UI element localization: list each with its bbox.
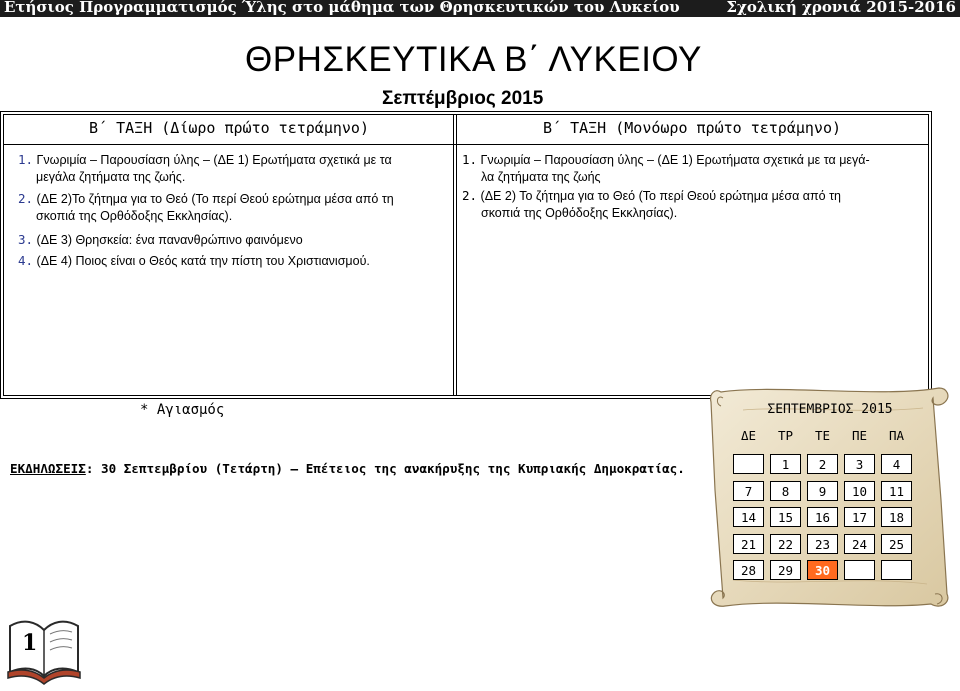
calendar-day-cell: 15	[770, 507, 801, 527]
calendar-day-cell: 21	[733, 534, 764, 554]
list-item	[18, 151, 392, 170]
calendar-title: ΣΕΠΤΕΜΒΡΙΟΣ 2015	[767, 402, 893, 417]
item-text-cont: σκοπιά της Ορθόδοξης Εκκλησίας).	[481, 206, 678, 220]
header-right-text: Σχολική χρονιά 2015-2016	[726, 0, 956, 16]
calendar-day-cell: 17	[844, 507, 875, 527]
list-item	[18, 231, 303, 250]
weekday-header: ΠΕ	[851, 428, 868, 443]
calendar-day-cell: 4	[881, 454, 912, 474]
header-divider	[3, 144, 929, 145]
item-text: (ΔΕ 3) Θρησκεία: ένα πανανθρώπινο φαινόμενο	[36, 233, 303, 247]
weekday-header: ΤΕ	[814, 428, 831, 443]
list-item	[18, 190, 394, 209]
item-number: 1.	[462, 152, 478, 167]
calendar-day-cell: 14	[733, 507, 764, 527]
calendar-day-cell: 25	[881, 534, 912, 554]
calendar-day-cell: 16	[807, 507, 838, 527]
calendar-day-cell: 23	[807, 534, 838, 554]
calendar-day-cell: 28	[733, 560, 764, 580]
calendar-day-cell: 18	[881, 507, 912, 527]
calendar-day-cell: 2	[807, 454, 838, 474]
left-column-heading: Β΄ ΤΑΞΗ (Δίωρο πρώτο τετράμηνο)	[89, 119, 369, 137]
calendar-day-cell: 29	[770, 560, 801, 580]
month-title: Σεπτέμβριος 2015	[382, 88, 544, 109]
weekday-header: ΠΑ	[888, 428, 905, 443]
item-text: (ΔΕ 4) Ποιος είναι ο Θεός κατά την πίστη του Χριστιανισμού.	[36, 254, 370, 268]
calendar-day-cell: 8	[770, 481, 801, 501]
calendar-day-cell	[733, 454, 764, 474]
calendar-day-cell: 3	[844, 454, 875, 474]
item-number: 2.	[462, 188, 478, 203]
calendar-day-cell	[881, 560, 912, 580]
left-topic-list	[6, 151, 451, 276]
agiasmos-note: * Αγιασμός	[140, 402, 225, 418]
column-divider-inner	[456, 114, 457, 396]
header-bar	[0, 0, 960, 17]
list-item	[462, 151, 870, 170]
announcements-label: ΕΚΔΗΛΩΣΕΙΣ	[10, 461, 86, 476]
column-divider	[453, 114, 454, 396]
calendar-day-cell: 1	[770, 454, 801, 474]
calendar-day-cell: 22	[770, 534, 801, 554]
item-text: Γνωριμία – Παρουσίαση ύλης – (ΔΕ 1) Ερωτήματα σχετικά με τα	[36, 153, 392, 167]
calendar-day-cell: 24	[844, 534, 875, 554]
right-topic-list	[460, 151, 926, 231]
item-text: (ΔΕ 2)Το ζήτημα για το Θεό (Το περί Θεού ερώτημα μέσα από τη	[36, 192, 394, 206]
page-title: ΘΡΗΣΚΕΥΤΙΚΑ Β΄ ΛΥΚΕΙΟΥ	[245, 40, 702, 79]
item-number: 1.	[18, 152, 34, 167]
list-item	[18, 252, 370, 271]
item-text-cont: μεγάλα ζητήματα της ζωής.	[36, 170, 186, 184]
item-text-cont: λα ζητήματα της ζωής	[481, 170, 601, 184]
announcements-line	[10, 461, 685, 476]
announcements-text: : 30 Σεπτεμβρίου (Τετάρτη) – Επέτειος της ανακήρυξης της Κυπριακής Δημοκρατίας.	[85, 461, 685, 476]
item-number: 3.	[18, 232, 34, 247]
calendar-day-cell: 10	[844, 481, 875, 501]
weekday-header: ΔΕ	[740, 428, 757, 443]
item-text-cont: σκοπιά της Ορθόδοξης Εκκλησίας).	[36, 209, 233, 223]
weekday-header: ΤΡ	[777, 428, 794, 443]
item-text: (ΔΕ 2) Το ζήτημα για το Θεό (Το περί Θεού ερώτημα μέσα από τη	[480, 189, 841, 203]
item-text: Γνωριμία – Παρουσίαση ύλης – (ΔΕ 1) Ερωτήματα σχετικά με τα μεγά-	[480, 153, 870, 167]
calendar-day-cell: 7	[733, 481, 764, 501]
calendar-day-cell: 9	[807, 481, 838, 501]
calendar-grid	[733, 426, 923, 586]
right-column-heading: Β΄ ΤΑΞΗ (Μονόωρο πρώτο τετράμηνο)	[542, 119, 841, 137]
list-item	[462, 187, 841, 206]
calendar-day-cell: 11	[881, 481, 912, 501]
calendar-day-cell	[844, 560, 875, 580]
page-number: 1	[22, 630, 38, 656]
calendar-day-cell: 30	[807, 560, 838, 580]
book-icon	[4, 612, 84, 687]
item-number: 4.	[18, 253, 34, 268]
header-left-text: Ετήσιος Προγραμματισμός Ύλης στο μάθημα των Θρησκευτικών του Λυκείου	[4, 0, 680, 16]
item-number: 2.	[18, 191, 34, 206]
